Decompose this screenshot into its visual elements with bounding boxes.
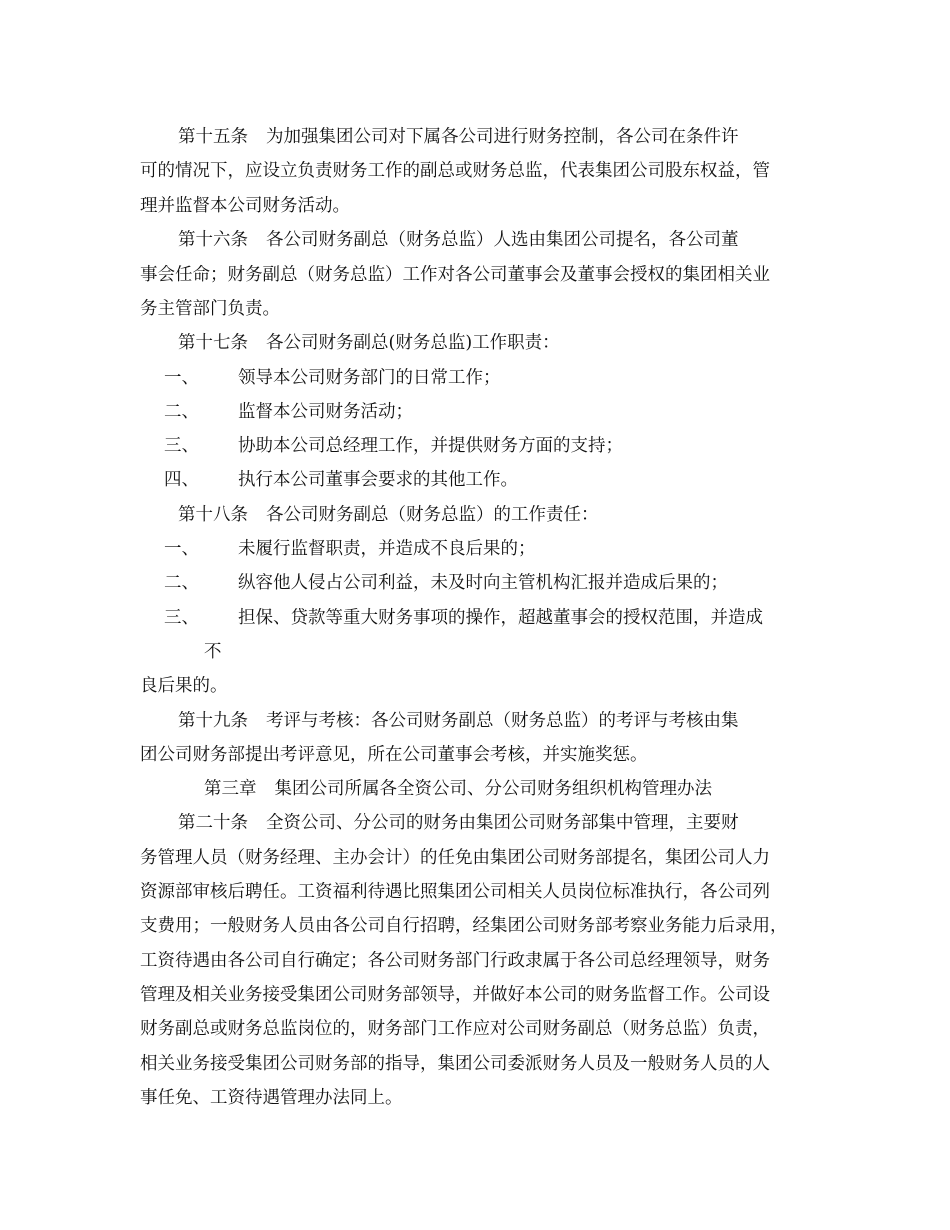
list-item-text: 监督本公司财务活动； bbox=[238, 402, 413, 422]
article-15-line-3: 理并监督本公司财务活动。 bbox=[140, 196, 350, 216]
article-18-number: 第十八条 bbox=[178, 505, 248, 525]
article-15-text: 为加强集团公司对下属各公司进行财务控制，各公司在条件许 bbox=[266, 127, 739, 147]
article-19-line-1 bbox=[178, 708, 739, 734]
article-19-number: 第十九条 bbox=[178, 711, 248, 731]
list-item-number: 三、 bbox=[164, 608, 199, 628]
article-19-line-2: 团公司财务部提出考评意见，所在公司董事会考核，并实施奖惩。 bbox=[140, 745, 648, 765]
list-item-text: 未履行监督职责，并造成不良后果的； bbox=[238, 539, 536, 559]
list-item-number: 一、 bbox=[164, 368, 199, 388]
article-19-text: 考评与考核：各公司财务副总（财务总监）的考评与考核由集 bbox=[266, 711, 739, 731]
list-item-number: 二、 bbox=[164, 402, 199, 422]
article-20-line: 务管理人员（财务经理、主办会计）的任免由集团公司财务部提名，集团公司人力 bbox=[140, 848, 770, 868]
list-item-wrap: 良后果的。 bbox=[140, 676, 228, 696]
article-17-number: 第十七条 bbox=[178, 333, 248, 353]
article-20-line: 工资待遇由各公司自行确定；各公司财务部门行政隶属于各公司总经理领导，财务 bbox=[140, 951, 770, 971]
article-17-text: 各公司财务副总(财务总监)工作职责： bbox=[266, 333, 560, 353]
article-20-line: 相关业务接受集团公司财务部的指导，集团公司委派财务人员及一般财务人员的人 bbox=[140, 1054, 770, 1074]
article-15-line-2: 可的情况下，应设立负责财务工作的副总或财务总监，代表集团公司股东权益，管 bbox=[140, 161, 770, 181]
article-20-line: 事任免、工资待遇管理办法同上。 bbox=[140, 1088, 403, 1108]
article-20-text: 全资公司、分公司的财务由集团公司财务部集中管理，主要财 bbox=[266, 813, 739, 833]
article-18-text: 各公司财务副总（财务总监）的工作责任： bbox=[266, 505, 599, 525]
article-16-line-2: 事会任命；财务副总（财务总监）工作对各公司董事会及董事会授权的集团相关业 bbox=[140, 265, 770, 285]
list-item-text: 执行本公司董事会要求的其他工作。 bbox=[238, 470, 518, 490]
list-item-wrap: 不 bbox=[204, 642, 222, 662]
article-16-line-3: 务主管部门负责。 bbox=[140, 299, 280, 319]
list-item-text: 担保、贷款等重大财务事项的操作，超越董事会的授权范围，并造成 bbox=[238, 608, 763, 628]
article-20-line-1 bbox=[178, 810, 739, 836]
chapter-number: 第三章 bbox=[204, 779, 257, 799]
list-item-text: 纵容他人侵占公司利益，未及时向主管机构汇报并造成后果的； bbox=[238, 573, 728, 593]
article-17-heading bbox=[178, 330, 560, 356]
article-20-number: 第二十条 bbox=[178, 813, 248, 833]
article-16-text: 各公司财务副总（财务总监）人选由集团公司提名，各公司董 bbox=[266, 230, 739, 250]
article-20-line: 管理及相关业务接受集团公司财务部领导，并做好本公司的财务监督工作。公司设 bbox=[140, 985, 770, 1005]
article-15-line-1 bbox=[178, 124, 739, 150]
article-16-line-1 bbox=[178, 227, 739, 253]
list-item-number: 二、 bbox=[164, 573, 199, 593]
chapter-heading bbox=[204, 776, 712, 802]
article-20-line: 资源部审核后聘任。工资福利待遇比照集团公司相关人员岗位标准执行，各公司列 bbox=[140, 882, 770, 902]
list-item-number: 一、 bbox=[164, 539, 199, 559]
article-20-line: 财务副总或财务总监岗位的，财务部门工作应对公司财务副总（财务总监）负责， bbox=[140, 1019, 770, 1039]
article-16-number: 第十六条 bbox=[178, 230, 248, 250]
list-item-number: 三、 bbox=[164, 436, 199, 456]
chapter-title: 集团公司所属各全资公司、分公司财务组织机构管理办法 bbox=[274, 779, 712, 799]
list-item-number: 四、 bbox=[164, 470, 199, 490]
article-20-line: 支费用；一般财务人员由各公司自行招聘，经集团公司财务部考察业务能力后录用， bbox=[140, 916, 788, 936]
list-item-text: 领导本公司财务部门的日常工作； bbox=[238, 368, 501, 388]
article-18-heading bbox=[178, 502, 599, 528]
article-15-number: 第十五条 bbox=[178, 127, 248, 147]
list-item-text: 协助本公司总经理工作，并提供财务方面的支持； bbox=[238, 436, 623, 456]
